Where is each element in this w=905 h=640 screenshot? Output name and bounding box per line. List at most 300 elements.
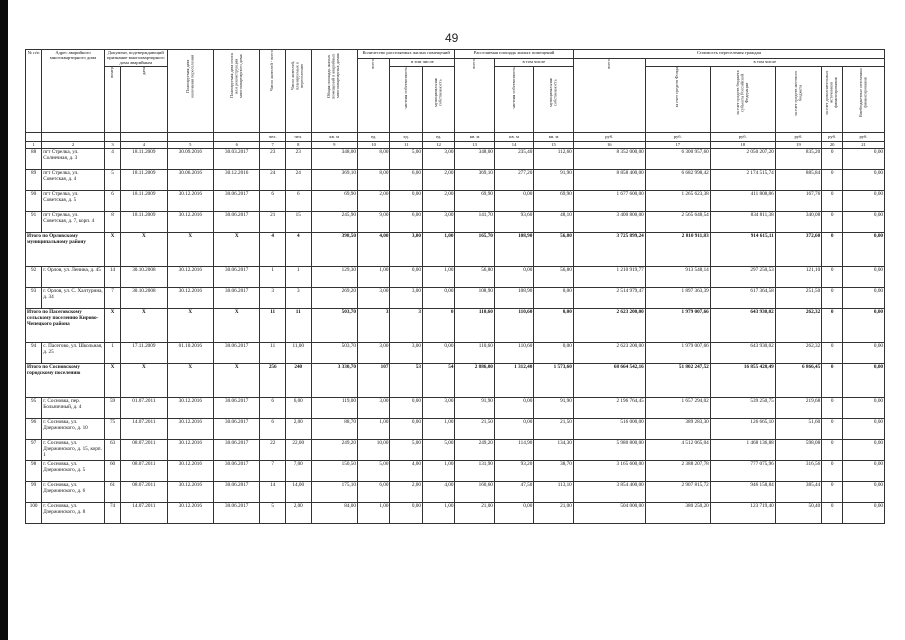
table-cell: 14.07.2011 — [121, 419, 167, 440]
table-cell: 2 907 815,72 — [645, 482, 710, 503]
column-number-row-cell: 12 — [422, 142, 455, 149]
table-cell: 113,10 — [534, 482, 573, 503]
relocation-table — [25, 49, 885, 524]
subtotal-cell: X — [121, 233, 167, 267]
table-cell: 2,00 — [357, 191, 390, 212]
subtotal-cell: 54 — [422, 364, 455, 398]
table-cell: 0 — [822, 191, 843, 212]
subtotal-cell: X — [167, 364, 213, 398]
table-cell: 0 — [822, 343, 843, 364]
table-cell: 1 — [260, 267, 286, 288]
table-row — [26, 149, 885, 170]
table-cell: 30.06.2017 — [214, 482, 260, 503]
subtotal-cell: 51 802 247,52 — [645, 364, 710, 398]
table-cell: 59 — [104, 398, 120, 419]
subtotal-cell: 3,00 — [390, 233, 423, 267]
table-cell: 30.12.2016 — [167, 191, 213, 212]
column-number-row-cell: 10 — [357, 142, 390, 149]
table-cell: 110,60 — [494, 343, 533, 364]
table-cell: 30.12.2016 — [167, 461, 213, 482]
table-cell: 0 — [822, 482, 843, 503]
table-cell: 30.06.2017 — [214, 212, 260, 233]
header-num: № п/п — [26, 50, 42, 133]
table-cell: 643 930,02 — [710, 343, 775, 364]
column-number-row-cell: 17 — [645, 142, 710, 149]
table-cell: 0,00 — [843, 149, 885, 170]
table-cell: 30.06.2017 — [214, 191, 260, 212]
table-cell: 0,00 — [843, 440, 885, 461]
table-cell: 18.11.2009 — [121, 191, 167, 212]
table-cell: 69,90 — [455, 191, 494, 212]
table-cell: 516 000,00 — [573, 419, 645, 440]
table-cell: 56,80 — [534, 267, 573, 288]
subtotal-cell: 256 — [260, 364, 286, 398]
table-row — [26, 343, 885, 364]
table-cell: 38,70 — [534, 461, 573, 482]
subtotal-cell: 1 979 007,66 — [645, 309, 710, 343]
table-cell: 94 — [26, 343, 42, 364]
subtotal-cell: 110,60 — [494, 309, 533, 343]
table-cell: 0,00 — [534, 343, 573, 364]
subtotal-cell: 4 — [285, 233, 311, 267]
table-cell: 5 — [260, 503, 286, 524]
table-cell: 91,90 — [534, 398, 573, 419]
table-cell: 3,00 — [357, 398, 390, 419]
table-cell: 7,00 — [285, 461, 311, 482]
header-area-incl: в том числе — [494, 59, 573, 67]
table-cell: 369,10 — [311, 170, 357, 191]
column-number-row-cell: 14 — [494, 142, 533, 149]
table-cell: 249,20 — [311, 440, 357, 461]
table-cell: 160,60 — [455, 482, 494, 503]
table-cell: 30.06.2017 — [214, 419, 260, 440]
units-row-cell: кв. м — [534, 133, 573, 142]
table-cell: 245,90 — [311, 212, 357, 233]
table-cell: 30.12.2016 — [167, 419, 213, 440]
subtotal-cell: X — [104, 233, 120, 267]
table-cell: 262,32 — [775, 343, 821, 364]
table-cell: 380 250,20 — [645, 503, 710, 524]
table-cell: 0,00 — [843, 461, 885, 482]
units-row-cell: ед. — [422, 133, 455, 142]
table-cell: 6 — [260, 191, 286, 212]
address-cell: пгт Стрелка, ул. Советская, д. 7, корп. 4 — [42, 212, 105, 233]
table-cell: 50,40 — [775, 503, 821, 524]
table-cell: 30.12.2016 — [167, 482, 213, 503]
table-cell: 5,00 — [357, 461, 390, 482]
column-number-row-cell: 19 — [775, 142, 821, 149]
table-cell: 4 512 065,04 — [645, 440, 710, 461]
subtotal-cell: 398,50 — [311, 233, 357, 267]
table-cell: 23 — [285, 149, 311, 170]
header-rooms-private: частная собственность — [390, 67, 423, 133]
table-cell: 30.06.2017 — [214, 267, 260, 288]
subtotal-row — [26, 233, 885, 267]
subtotal-cell: 0 — [422, 309, 455, 343]
column-number-row-cell: 11 — [390, 142, 423, 149]
table-cell: 30.06.2017 — [214, 440, 260, 461]
table-cell: 63 — [104, 440, 120, 461]
table-cell: 1 677 600,00 — [573, 191, 645, 212]
column-number-row-cell: 5 — [167, 142, 213, 149]
subtotal-cell: 56,80 — [534, 233, 573, 267]
table-cell: 3 165 600,00 — [573, 461, 645, 482]
table-cell: 7 — [260, 461, 286, 482]
header-cost-additional: Внебюджетные источники финансирования — [843, 67, 885, 133]
address-cell: г. Сосновка, ул. Дзержинского, д. 15, корп. 1 — [42, 440, 105, 461]
table-cell: 0 — [822, 419, 843, 440]
column-number-row-cell: 1 — [26, 142, 42, 149]
table-cell: 112,60 — [534, 149, 573, 170]
subtotal-cell: 240 — [285, 364, 311, 398]
table-cell: 369,10 — [455, 170, 494, 191]
table-cell: 6 300 957,60 — [645, 149, 710, 170]
table-cell: 0,00 — [494, 503, 533, 524]
table-row — [26, 440, 885, 461]
units-row-cell: чел. — [260, 133, 286, 142]
table-cell: 108,90 — [455, 288, 494, 309]
table-cell: 0,00 — [390, 191, 423, 212]
table-cell: 835,20 — [775, 149, 821, 170]
units-row-cell — [104, 133, 120, 142]
table-cell: 60 — [104, 461, 120, 482]
table-cell: 3,00 — [422, 149, 455, 170]
table-cell: 3,00 — [357, 288, 390, 309]
table-cell: 6,00 — [357, 482, 390, 503]
table-cell: 10,00 — [357, 440, 390, 461]
address-cell: г. Орлов, ул. С. Халтурина, д. 34 — [42, 288, 105, 309]
table-cell: 1 468 136,88 — [710, 440, 775, 461]
table-cell: 93 — [26, 288, 42, 309]
table-cell: 126 665,10 — [710, 419, 775, 440]
table-cell: 0,00 — [534, 288, 573, 309]
units-row-cell: ед. — [390, 133, 423, 142]
subtotal-cell: 1 312,40 — [494, 364, 533, 398]
table-cell: 0,00 — [843, 170, 885, 191]
units-row-cell: руб. — [573, 133, 645, 142]
table-cell: 114,90 — [494, 440, 533, 461]
table-cell: 18.11.2009 — [121, 212, 167, 233]
header-cost-group: Стоимость переселения граждан — [573, 50, 884, 59]
units-row-cell — [167, 133, 213, 142]
table-cell: 235,40 — [494, 149, 533, 170]
table-cell: 91,90 — [455, 398, 494, 419]
column-number-row-cell: 3 — [104, 142, 120, 149]
table-cell: 14.07.2011 — [121, 503, 167, 524]
table-row — [26, 191, 885, 212]
table-cell: 503,70 — [311, 343, 357, 364]
table-cell: 4 — [104, 149, 120, 170]
table-cell: 1 210 919,77 — [573, 267, 645, 288]
table-row — [26, 267, 885, 288]
table-row — [26, 212, 885, 233]
table-cell: 8,00 — [357, 149, 390, 170]
table-cell: 4,00 — [422, 482, 455, 503]
column-number-row-cell: 2 — [42, 142, 105, 149]
table-cell: 0,00 — [390, 419, 423, 440]
header-area-total: всего — [455, 59, 494, 133]
column-number-row-cell: 16 — [573, 142, 645, 149]
table-cell: 2 565 648,54 — [645, 212, 710, 233]
table-cell: 30.06.2017 — [214, 343, 260, 364]
table-cell: 3,00 — [390, 343, 423, 364]
table-cell: 97 — [26, 440, 42, 461]
table-cell: 1 657 294,02 — [645, 398, 710, 419]
address-cell: г. Сосновка, ул. Дзержинского, д. 5 — [42, 461, 105, 482]
table-cell: 6 — [260, 419, 286, 440]
subtotal-cell: 0,00 — [843, 364, 885, 398]
table-cell: 539 250,75 — [710, 398, 775, 419]
table-cell: 219,68 — [775, 398, 821, 419]
table-cell: 108,90 — [494, 288, 533, 309]
subtotal-cell: 3 — [390, 309, 423, 343]
table-cell: 1,00 — [357, 419, 390, 440]
subtotal-cell: 165,70 — [455, 233, 494, 267]
table-cell: 30.06.2017 — [214, 398, 260, 419]
table-cell: 129,30 — [311, 267, 357, 288]
table-row — [26, 288, 885, 309]
address-cell: г. Сосновка, ул. Дзержинского, д. 8 — [42, 503, 105, 524]
table-cell: 123 719,40 — [710, 503, 775, 524]
units-row — [26, 133, 885, 142]
table-cell: 5,00 — [422, 440, 455, 461]
subtotal-cell: 6 866,45 — [775, 364, 821, 398]
table-cell: 3 — [285, 288, 311, 309]
table-cell: 0,00 — [843, 288, 885, 309]
table-cell: 3 — [260, 288, 286, 309]
table-cell: 90 — [26, 191, 42, 212]
table-cell: 175,10 — [311, 482, 357, 503]
table-cell: 14 — [104, 267, 120, 288]
table-cell: 119,00 — [311, 398, 357, 419]
table-row — [26, 461, 885, 482]
subtotal-cell: X — [167, 309, 213, 343]
table-cell: 0,00 — [843, 419, 885, 440]
table-cell: 0,00 — [843, 343, 885, 364]
subtotal-row — [26, 364, 885, 398]
subtotal-cell: X — [214, 364, 260, 398]
table-cell: 1,00 — [422, 419, 455, 440]
header-area-private: частная собственность — [494, 67, 533, 133]
column-number-row-cell: 6 — [214, 142, 260, 149]
table-cell: 30.06.2017 — [214, 503, 260, 524]
table-cell: 617 364,58 — [710, 288, 775, 309]
column-number-row-cell: 20 — [822, 142, 843, 149]
subtotal-label: Итого по Сосновскому городскому поселению — [26, 364, 105, 398]
table-cell: 269,20 — [311, 288, 357, 309]
scan-binding-edge — [0, 0, 8, 640]
table-cell: 47,50 — [494, 482, 533, 503]
table-cell: 0 — [822, 288, 843, 309]
header-rooms-group: Количество расселяемых жилых помещений — [357, 50, 455, 59]
table-cell: 100 — [26, 503, 42, 524]
table-cell: 0,00 — [843, 267, 885, 288]
units-row-cell: руб. — [710, 133, 775, 142]
table-cell: 51,60 — [775, 419, 821, 440]
table-cell: 0,00 — [494, 419, 533, 440]
subtotal-cell: 110,60 — [455, 309, 494, 343]
table-cell: 01.07.2011 — [121, 398, 167, 419]
table-cell: 913 548,14 — [645, 267, 710, 288]
table-cell: 23 — [260, 149, 286, 170]
table-row — [26, 170, 885, 191]
table-cell: 297 250,53 — [710, 267, 775, 288]
table-cell: 69,90 — [534, 191, 573, 212]
table-cell: 3 400 800,00 — [573, 212, 645, 233]
table-cell: 01.10.2016 — [167, 343, 213, 364]
table-cell: 7 — [104, 288, 120, 309]
table-cell: 277,20 — [494, 170, 533, 191]
table-cell: 0 — [822, 503, 843, 524]
table-cell: 30.12.2016 — [214, 170, 260, 191]
subtotal-cell: 0 — [822, 309, 843, 343]
table-cell: 0,00 — [843, 503, 885, 524]
header-planned-demolition: Планируемая дата сноса или реконструкции многоквартирного дома — [214, 50, 260, 133]
table-cell: 8 352 000,00 — [573, 149, 645, 170]
table-cell: 1 897 363,39 — [645, 288, 710, 309]
table-cell: 8,00 — [357, 170, 390, 191]
table-cell: 30.12.2016 — [167, 398, 213, 419]
table-cell: 1,00 — [422, 267, 455, 288]
header-total-area: Общая площадь жилых помещений в аварийных многоквартирных домах — [311, 50, 357, 133]
table-cell: 0 — [822, 440, 843, 461]
subtotal-cell: 1 573,60 — [534, 364, 573, 398]
table-cell: 5 — [104, 170, 120, 191]
table-cell: 93,20 — [494, 461, 533, 482]
table-cell: 504 000,00 — [573, 503, 645, 524]
table-cell: 08.07.2011 — [121, 461, 167, 482]
header-cost-fund: за счет средств Фонда — [645, 67, 710, 133]
table-cell: 0 — [822, 398, 843, 419]
table-row — [26, 503, 885, 524]
table-cell: 30.12.2016 — [167, 503, 213, 524]
header-area-municipal: муниципальная собственность — [534, 67, 573, 133]
table-cell: 0,00 — [390, 398, 423, 419]
table-cell: 98 — [26, 461, 42, 482]
subtotal-cell: 2 623 200,00 — [573, 309, 645, 343]
table-cell: 131,90 — [455, 461, 494, 482]
subtotal-cell: 3 725 899,24 — [573, 233, 645, 267]
units-row-cell: кв. м — [311, 133, 357, 142]
table-cell: 0 — [822, 149, 843, 170]
table-cell: 88,70 — [311, 419, 357, 440]
subtotal-cell: 503,70 — [311, 309, 357, 343]
subtotal-cell: 372,60 — [775, 233, 821, 267]
subtotal-cell: X — [121, 364, 167, 398]
table-cell: 946 158,84 — [710, 482, 775, 503]
units-row-cell: руб. — [822, 133, 843, 142]
column-number-row-cell: 4 — [121, 142, 167, 149]
table-cell: 30.12.2016 — [167, 440, 213, 461]
table-row — [26, 398, 885, 419]
header-cost-extra: за счет дополнительных источников финансирования — [822, 67, 843, 133]
table-cell: 411 808,86 — [710, 191, 775, 212]
table-cell: 30.06.2017 — [214, 288, 260, 309]
subtotal-cell: 3 330,70 — [311, 364, 357, 398]
table-cell: 17.11.2009 — [121, 343, 167, 364]
header-rooms-municipal: муниципальная собственность — [422, 67, 455, 133]
table-cell: 15 — [285, 212, 311, 233]
table-cell: 21,00 — [534, 503, 573, 524]
subtotal-cell: 0,00 — [534, 309, 573, 343]
table-cell: 21,50 — [455, 419, 494, 440]
table-cell: 3,00 — [422, 398, 455, 419]
table-cell: 96 — [26, 419, 42, 440]
units-row-cell: кв. м — [494, 133, 533, 142]
table-cell: 4,00 — [390, 461, 423, 482]
header-cost-incl: в том числе — [645, 59, 884, 67]
table-cell: 30.12.2016 — [167, 212, 213, 233]
table-cell: 30.12.2016 — [167, 267, 213, 288]
table-cell: 3,00 — [390, 288, 423, 309]
table-cell: 21 — [260, 212, 286, 233]
subtotal-cell: X — [121, 309, 167, 343]
table-cell: 1 265 623,38 — [645, 191, 710, 212]
table-cell: 6 — [260, 398, 286, 419]
table-cell: 21,00 — [455, 503, 494, 524]
table-cell: 5,00 — [390, 440, 423, 461]
table-cell: 348,00 — [311, 149, 357, 170]
table-cell: 08.07.2011 — [121, 482, 167, 503]
table-cell: 21,50 — [534, 419, 573, 440]
table-cell: 0,00 — [422, 343, 455, 364]
table-cell: 22 — [260, 440, 286, 461]
column-number-row-cell: 15 — [534, 142, 573, 149]
header-residents-total: Число жителей - всего — [260, 50, 286, 133]
table-cell: 18.11.2009 — [121, 149, 167, 170]
table-cell: 0,00 — [494, 267, 533, 288]
table-cell: 30.06.2016 — [167, 170, 213, 191]
table-cell: 74 — [104, 503, 120, 524]
table-cell: 22,00 — [285, 440, 311, 461]
subtotal-cell: 4 — [260, 233, 286, 267]
subtotal-cell: 68 664 542,16 — [573, 364, 645, 398]
table-cell: 598,08 — [775, 440, 821, 461]
column-number-row — [26, 142, 885, 149]
table-cell: 75 — [104, 419, 120, 440]
table-cell: 2 514 979,47 — [573, 288, 645, 309]
table-cell: 385,44 — [775, 482, 821, 503]
subtotal-cell: 262,32 — [775, 309, 821, 343]
table-cell: 2,00 — [390, 482, 423, 503]
units-row-cell — [214, 133, 260, 142]
header-cost-subject: за счет средств бюджета субъекта Российской Федерации — [710, 67, 775, 133]
table-cell: 9,00 — [357, 212, 390, 233]
subtotal-cell: X — [167, 233, 213, 267]
table-cell: 91 — [26, 212, 42, 233]
table-cell: 56,80 — [455, 267, 494, 288]
header-doc-number: номер — [104, 67, 120, 133]
column-number-row-cell: 8 — [285, 142, 311, 149]
table-cell: 0,00 — [843, 212, 885, 233]
table-cell: 5 980 800,00 — [573, 440, 645, 461]
table-cell: 69,90 — [311, 191, 357, 212]
table-cell: 84,00 — [311, 503, 357, 524]
table-cell: 0 — [822, 461, 843, 482]
subtotal-cell: 4,00 — [357, 233, 390, 267]
subtotal-label: Итого по Пасеговскому сельскому поселению Кирово-Чепецкого района — [26, 309, 105, 343]
table-cell: 3 854 400,00 — [573, 482, 645, 503]
address-cell: пгт Стрелка, ул. Советская, д. 5 — [42, 191, 105, 212]
table-cell: 30.10.2008 — [121, 288, 167, 309]
table-row — [26, 419, 885, 440]
table-cell: 1 979 007,66 — [645, 343, 710, 364]
table-cell: 1,00 — [357, 503, 390, 524]
address-cell: г. Орлов, ул. Ленина, д. 45 — [42, 267, 105, 288]
units-row-cell: ед. — [357, 133, 390, 142]
header-residents-to-move: Число жителей, планируемых к переселению — [285, 50, 311, 133]
table-cell: 0,00 — [843, 398, 885, 419]
